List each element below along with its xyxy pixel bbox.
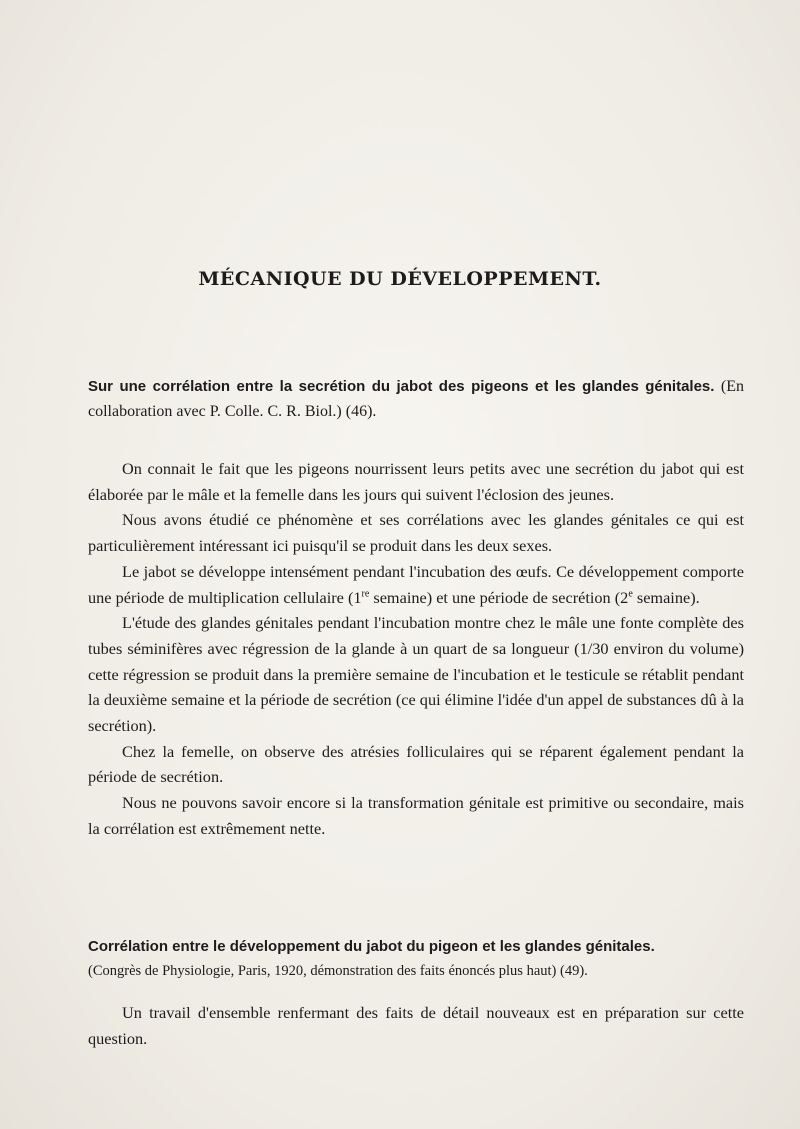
closing-paragraph: Un travail d'ensemble renfermant des faits de détail nouveaux est en préparation sur cette question. xyxy=(88,1003,744,1048)
paragraph-1: On connait le fait que les pigeons nourrissent leurs petits avec une secrétion du jabot qui est élaborée par le mâle et la femelle dans les jours qui suivent l'éclosion des jeunes. xyxy=(88,459,744,504)
article-2-reference: (Congrès de Physiologie, Paris, 1920, démonstration des faits énoncés plus haut) (49). xyxy=(88,963,588,979)
paragraph-5: Chez la femelle, on observe des atrésies folliculaires qui se réparent également pendant la période de secrétion. xyxy=(88,741,744,787)
article-1-header xyxy=(88,374,744,424)
paragraph-2: Nous avons étudié ce phénomène et ses corrélations avec les glandes génitales ce qui est particulièrement intéressant ici puisqu'il se produit dans les deux sexes. xyxy=(88,510,744,556)
article-1-title xyxy=(88,374,744,424)
superscript-1: re xyxy=(361,588,370,600)
paragraph-3-part-c: semaine). xyxy=(632,587,700,607)
paragraph-3 xyxy=(88,559,744,610)
paragraph-6: Nous ne pouvons savoir encore si la transformation génitale est primitive ou secondaire, mais la corrélation est extrêmement nette. xyxy=(88,793,744,838)
paragraph-4: L'étude des glandes génitales pendant l'incubation montre chez le mâle une fonte complète des tubes séminifères avec régression de la glande à un quart de sa longueur (1/30 environ du volume) cette régression se produit dans la première semaine de l'incubation et le testicule se rétablit pendant la deuxième semaine et la période de secrétion (ce qui élimine l'idée d'un appel de substances dû à la secrétion). xyxy=(88,613,744,736)
article-1-reference: (En collaboration avec P. Colle. C. R. Biol.) (46). xyxy=(88,378,744,420)
paragraph-3-part-a: Le jabot se développe intensément pendant l'incubation des œufs. Ce développement comporte une période de multiplication cellulaire (1 xyxy=(88,561,744,607)
article-2-header xyxy=(88,934,744,984)
paragraph-3-part-b: semaine) et une période de secrétion (2 xyxy=(369,587,629,607)
article-1-title-text: Sur une corrélation entre la secrétion du jabot des pigeons et les glandes génitales. xyxy=(88,378,715,395)
article-1-body xyxy=(88,456,744,842)
article-2-title: Corrélation entre le développement du jabot du pigeon et les glandes génitales. xyxy=(88,938,655,955)
superscript-2: e xyxy=(628,588,633,600)
section-title: MÉCANIQUE DU DÉVELOPPEMENT. xyxy=(198,268,602,290)
closing-block xyxy=(88,1000,744,1051)
